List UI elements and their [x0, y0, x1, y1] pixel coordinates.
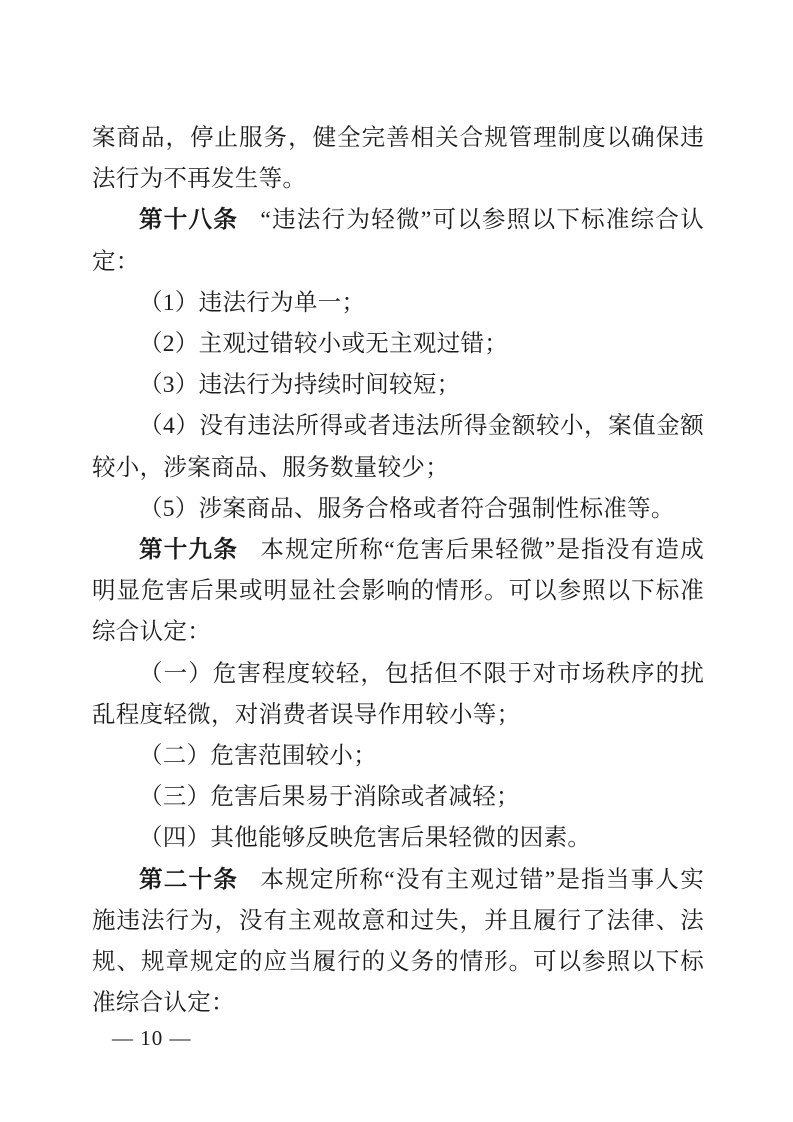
- para-continuation: [92, 118, 704, 200]
- article-18-item-1-text: （1）违法行为单一；: [139, 289, 366, 316]
- article-19-item-2-text: （二）危害范围较小；: [139, 743, 377, 770]
- article-19-item-3-text: （三）危害后果易于消除或者减轻；: [139, 784, 520, 811]
- article-19-item-4-text: （四）其他能够反映危害后果轻微的因素。: [139, 825, 592, 852]
- page-number: — 10 —: [112, 1026, 192, 1050]
- article-19-para: [92, 530, 704, 654]
- article-18-item-2-text: （2）主观过错较小或无主观过错；: [139, 331, 509, 358]
- article-18-item-4-text: （4）没有违法所得或者违法所得金额较小，案值金额较小，涉案商品、服务数量较少；: [92, 413, 704, 481]
- article-19-item-4: [92, 818, 704, 859]
- article-19-item-1: [92, 654, 704, 736]
- article-19-item-3: [92, 777, 704, 818]
- article-18-item-5-text: （5）涉案商品、服务合格或者符合强制性标准等。: [139, 495, 675, 522]
- article-20-number: 第二十条: [139, 866, 239, 893]
- article-20-para: [92, 860, 704, 1025]
- article-18-item-4: [92, 406, 704, 488]
- article-19-text: 本规定所称“危害后果轻微”是指没有造成明显危害后果或明显社会影响的情形。可以参照以下标准综合认定：: [92, 537, 705, 646]
- article-19-item-2: [92, 736, 704, 777]
- article-18-item-3: [92, 365, 704, 406]
- article-19-item-1-text: （一）危害程度较轻，包括但不限于对市场秩序的扰乱程度轻微，对消费者误导作用较小等；: [92, 660, 704, 728]
- article-19-number: 第十九条: [139, 537, 239, 564]
- article-18-number: 第十八条: [139, 207, 239, 234]
- article-18-para: [92, 200, 704, 282]
- article-18-text: “违法行为轻微”可以参照以下标准综合认定：: [92, 207, 705, 275]
- para-continuation-text: 案商品，停止服务，健全完善相关合规管理制度以确保违法行为不再发生等。: [92, 125, 704, 193]
- article-20-text: 本规定所称“没有主观过错”是指当事人实施违法行为，没有主观故意和过失，并且履行了法律、法规、规章规定的应当履行的义务的情形。可以参照以下标准综合认定：: [92, 866, 705, 1017]
- document-body: [92, 118, 704, 1024]
- article-18-item-2: [92, 324, 704, 365]
- article-18-item-3-text: （3）违法行为持续时间较短；: [139, 372, 461, 399]
- article-18-item-1: [92, 283, 704, 324]
- article-18-item-5: [92, 489, 704, 530]
